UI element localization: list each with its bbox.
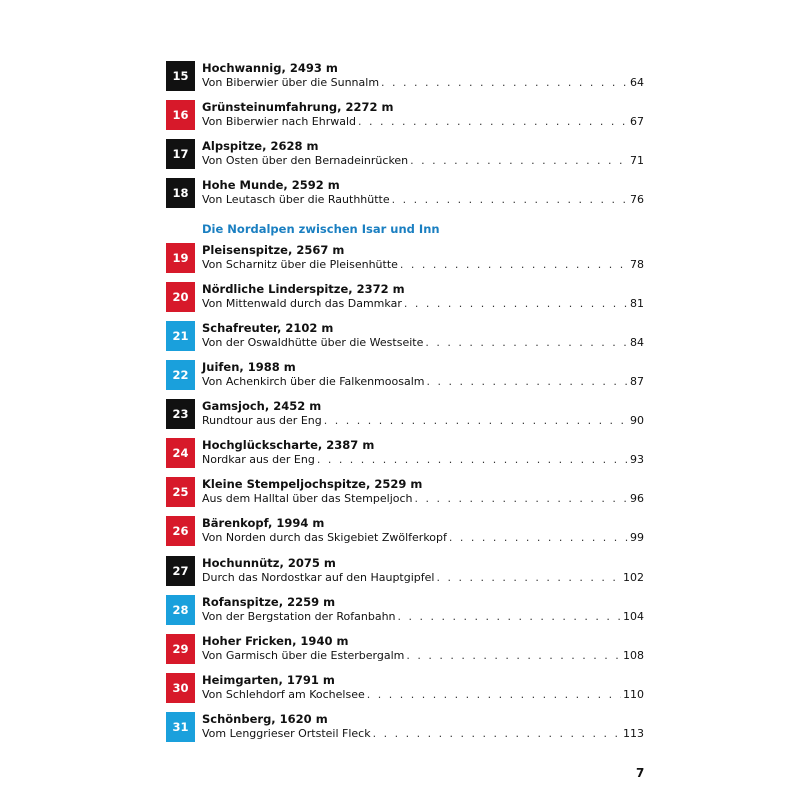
page-number: 7 <box>636 766 645 780</box>
toc-entry <box>166 399 644 429</box>
tour-description: Von Schlehdorf am Kochelsee <box>202 688 365 701</box>
tour-page-number: 90 <box>630 414 644 427</box>
dot-leader <box>415 492 629 506</box>
tour-title: Pleisenspitze, 2567 m <box>202 243 345 257</box>
tour-number-badge: 30 <box>166 673 195 703</box>
tour-title: Kleine Stempeljochspitze, 2529 m <box>202 477 423 491</box>
toc-entry <box>166 477 644 507</box>
tour-title: Hohe Munde, 2592 m <box>202 178 340 192</box>
toc-entry <box>166 712 644 742</box>
tour-page-number: 87 <box>630 375 644 388</box>
tour-description: Von Scharnitz über die Pleisenhütte <box>202 258 398 271</box>
tour-page-number: 71 <box>630 154 644 167</box>
tour-title: Nördliche Linderspitze, 2372 m <box>202 282 405 296</box>
toc-entry <box>166 516 644 546</box>
tour-page-number: 110 <box>623 688 644 701</box>
tour-title: Hochwannig, 2493 m <box>202 61 338 75</box>
tour-number-badge: 19 <box>166 243 195 273</box>
dot-leader <box>317 453 628 467</box>
tour-subline <box>202 375 644 389</box>
tour-title: Heimgarten, 1791 m <box>202 673 335 687</box>
tour-page-number: 84 <box>630 336 644 349</box>
tour-title: Schafreuter, 2102 m <box>202 321 334 335</box>
tour-subline <box>202 727 644 741</box>
tour-number-badge: 16 <box>166 100 195 130</box>
tour-number-badge: 24 <box>166 438 195 468</box>
tour-description: Nordkar aus der Eng <box>202 453 315 466</box>
toc-entry <box>166 243 644 273</box>
tour-page-number: 96 <box>630 492 644 505</box>
tour-subline <box>202 492 644 506</box>
tour-title: Hoher Fricken, 1940 m <box>202 634 349 648</box>
toc-entry <box>166 282 644 312</box>
tour-number-badge: 27 <box>166 556 195 586</box>
tour-title: Hochunnütz, 2075 m <box>202 556 336 570</box>
tour-description: Von Leutasch über die Rauthhütte <box>202 193 390 206</box>
tour-page-number: 108 <box>623 649 644 662</box>
tour-description: Von der Oswaldhütte über die Westseite <box>202 336 424 349</box>
tour-page-number: 99 <box>630 531 644 544</box>
tour-number-badge: 28 <box>166 595 195 625</box>
tour-description: Von Norden durch das Skigebiet Zwölferkopf <box>202 531 447 544</box>
tour-page-number: 76 <box>630 193 644 206</box>
tour-subline <box>202 688 644 702</box>
tour-subline <box>202 76 644 90</box>
tour-title: Schönberg, 1620 m <box>202 712 328 726</box>
tour-number-badge: 15 <box>166 61 195 91</box>
tour-description: Aus dem Halltal über das Stempeljoch <box>202 492 413 505</box>
toc-entry <box>166 100 644 130</box>
tour-subline <box>202 414 644 428</box>
tour-description: Von der Bergstation der Rofanbahn <box>202 610 396 623</box>
tour-subline <box>202 258 644 272</box>
dot-leader <box>410 154 628 168</box>
tour-description: Durch das Nordostkar auf den Hauptgipfel <box>202 571 435 584</box>
tour-subline <box>202 154 644 168</box>
tour-title: Hochglückscharte, 2387 m <box>202 438 375 452</box>
dot-leader <box>367 688 621 702</box>
dot-leader <box>449 531 628 545</box>
tour-number-badge: 17 <box>166 139 195 169</box>
tour-description: Von Mittenwald durch das Dammkar <box>202 297 402 310</box>
toc-entry <box>166 139 644 169</box>
tour-number-badge: 25 <box>166 477 195 507</box>
tour-page-number: 102 <box>623 571 644 584</box>
tour-title: Juifen, 1988 m <box>202 360 296 374</box>
tour-page-number: 81 <box>630 297 644 310</box>
tour-number-badge: 31 <box>166 712 195 742</box>
tour-subline <box>202 571 644 585</box>
tour-subline <box>202 193 644 207</box>
tour-title: Bärenkopf, 1994 m <box>202 516 325 530</box>
tour-description: Von Achenkirch über die Falkenmoosalm <box>202 375 425 388</box>
toc-entry <box>166 360 644 390</box>
tour-title: Gamsjoch, 2452 m <box>202 399 322 413</box>
dot-leader <box>426 375 628 389</box>
tour-page-number: 67 <box>630 115 644 128</box>
tour-description: Rundtour aus der Eng <box>202 414 322 427</box>
toc-entry <box>166 438 644 468</box>
dot-leader <box>400 258 628 272</box>
tour-description: Von Biberwier über die Sunnalm <box>202 76 380 89</box>
tour-title: Rofanspitze, 2259 m <box>202 595 336 609</box>
tour-subline <box>202 453 644 467</box>
tour-number-badge: 21 <box>166 321 195 351</box>
dot-leader <box>398 610 621 624</box>
dot-leader <box>324 414 628 428</box>
tour-number-badge: 23 <box>166 399 195 429</box>
tour-page-number: 78 <box>630 258 644 271</box>
tour-page-number: 64 <box>630 76 644 89</box>
toc-entry <box>166 178 644 208</box>
tour-page-number: 113 <box>623 727 644 740</box>
tour-subline <box>202 115 644 129</box>
tour-number-badge: 26 <box>166 516 195 546</box>
tour-number-badge: 29 <box>166 634 195 664</box>
tour-page-number: 93 <box>630 453 644 466</box>
dot-leader <box>381 76 628 90</box>
dot-leader <box>404 297 628 311</box>
tour-description: Von Garmisch über die Esterbergalm <box>202 649 405 662</box>
tour-page-number: 104 <box>623 610 644 623</box>
dot-leader <box>425 336 628 350</box>
toc-entry <box>166 634 644 664</box>
tour-number-badge: 22 <box>166 360 195 390</box>
tour-subline <box>202 531 644 545</box>
dot-leader <box>406 649 621 663</box>
tour-description: Von Biberwier nach Ehrwald <box>202 115 357 128</box>
section-heading: Die Nordalpen zwischen Isar und Inn <box>202 222 440 236</box>
tour-description: Vom Lenggrieser Ortsteil Fleck <box>202 727 371 740</box>
dot-leader <box>373 727 621 741</box>
tour-description: Von Osten über den Bernadeinrücken <box>202 154 409 167</box>
toc-entry <box>166 321 644 351</box>
tour-subline <box>202 610 644 624</box>
toc-entry <box>166 673 644 703</box>
tour-title: Alpspitze, 2628 m <box>202 139 319 153</box>
tour-number-badge: 20 <box>166 282 195 312</box>
dot-leader <box>392 193 628 207</box>
toc-entry <box>166 61 644 91</box>
tour-number-badge: 18 <box>166 178 195 208</box>
tour-subline <box>202 297 644 311</box>
tour-subline <box>202 649 644 663</box>
tour-title: Grünsteinumfahrung, 2272 m <box>202 100 394 114</box>
dot-leader <box>436 571 621 585</box>
dot-leader <box>358 115 628 129</box>
toc-entry <box>166 556 644 586</box>
toc-entry <box>166 595 644 625</box>
tour-subline <box>202 336 644 350</box>
